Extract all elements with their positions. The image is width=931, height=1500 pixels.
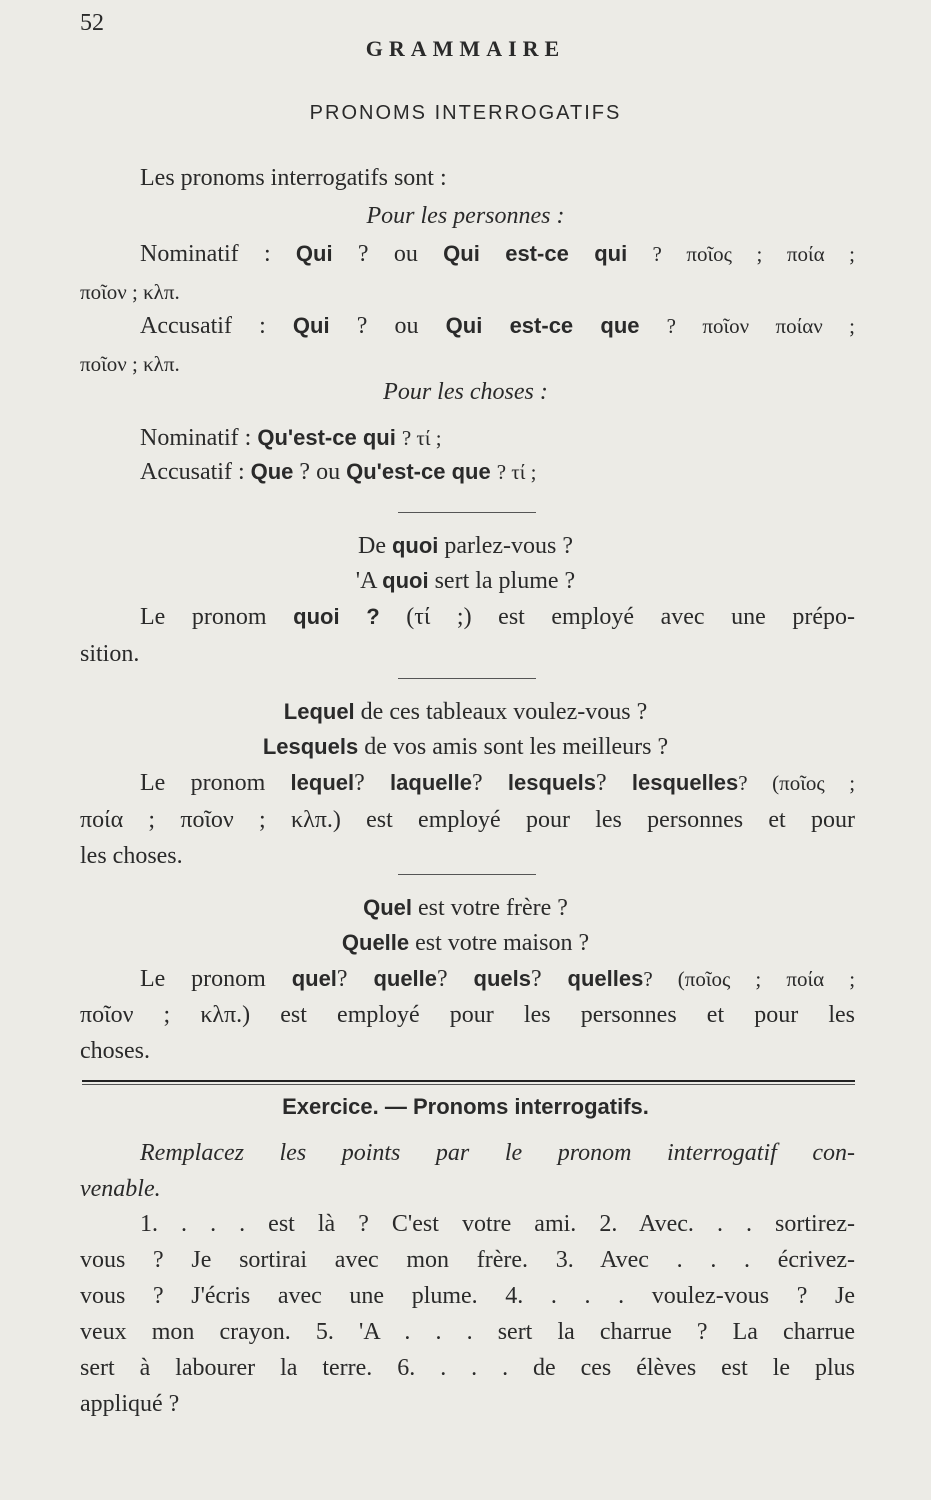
text: (τί ;) est employé avec une prépo- — [406, 604, 855, 630]
form: laquelle — [390, 770, 472, 795]
case-label: Nominatif : — [140, 425, 252, 451]
text: ? — [471, 770, 483, 796]
connector: ? ou — [299, 459, 341, 485]
form: lesquels — [507, 770, 596, 795]
text: ? — [354, 770, 365, 796]
text: parlez-vous ? — [444, 533, 574, 559]
text: de ces tableaux voulez-vous ? — [360, 699, 648, 725]
page-number: 52 — [80, 10, 104, 36]
quel-example-2 — [0, 927, 931, 959]
text: de vos amis sont les meilleurs ? — [364, 734, 669, 760]
personnes-accusatif-line — [140, 310, 855, 342]
quoi-rule-line-2: sition. — [80, 641, 140, 667]
case-label: Accusatif : — [140, 313, 266, 339]
form: lequel — [290, 770, 355, 795]
form: Que — [250, 459, 294, 484]
text: est votre maison ? — [415, 930, 590, 956]
form: quoi — [382, 568, 429, 593]
text: est votre frère ? — [418, 895, 568, 921]
greek-equivalent: ? ποῖος ; ποία ; — [652, 242, 855, 266]
text: Le pronom — [140, 604, 267, 630]
form: quelle — [373, 966, 438, 991]
form: quoi — [391, 533, 439, 558]
lequel-example-1 — [0, 696, 931, 728]
text: ? — [531, 966, 542, 992]
personnes-nominatif-greek-cont: ποῖον ; κλπ. — [80, 280, 180, 304]
exercise-top-rule — [82, 1080, 855, 1082]
choses-heading: Pour les choses : — [383, 379, 548, 405]
personnes-heading: Pour les personnes : — [366, 203, 565, 229]
exercise-line-1: 1. . . . est là ? C'est votre ami. 2. Avec. . . sortirez- — [140, 1211, 855, 1237]
personnes-accusatif-greek-cont: ποῖον ; κλπ. — [80, 352, 180, 376]
connector: ? ou — [357, 241, 418, 267]
greek-equivalent: ? τί ; — [401, 426, 442, 450]
form: Qui — [295, 241, 333, 266]
exercise-line-3: vous ? J'écris avec une plume. 4. . . . voulez-vous ? Je — [80, 1283, 855, 1309]
text: ? — [437, 966, 448, 992]
form: Lesquels — [262, 734, 359, 759]
personnes-nominatif-line — [140, 238, 855, 270]
greek-equivalent: ? τί ; — [496, 460, 537, 484]
choses-nominatif-line — [140, 422, 855, 454]
intro-line: Les pronoms interrogatifs sont : — [140, 165, 447, 191]
lequel-rule-line-1 — [140, 767, 855, 799]
text: ? — [336, 966, 348, 992]
exercise-title: Exercice. — Pronoms interrogatifs. — [282, 1094, 649, 1119]
text: Le pronom — [140, 966, 266, 992]
form: Qui est-ce que — [445, 313, 640, 338]
form: Quelle — [341, 930, 410, 955]
quoi-rule-line-1 — [140, 601, 855, 633]
text: sert la plume ? — [434, 568, 576, 594]
section-title: PRONOMS INTERROGATIFS — [309, 102, 622, 124]
exercise-instruction-line-2: venable. — [80, 1176, 161, 1202]
text: Le pronom — [140, 770, 266, 796]
quel-rule-line-1 — [140, 963, 855, 995]
text: ? — [595, 770, 607, 796]
exercise-line-5: sert à labourer la terre. 6. . . . de ces élèves est le plus — [80, 1355, 855, 1381]
form: lesquelles — [631, 770, 739, 795]
running-head: GRAMMAIRE — [365, 36, 566, 61]
quoi-example-1 — [0, 530, 931, 562]
form: Qu'est-ce qui — [257, 425, 396, 450]
separator-rule — [398, 512, 536, 513]
quel-rule-line-2: ποῖον ; κλπ.) est employé pour les personnes et pour les — [80, 1002, 855, 1028]
form: Quel — [363, 895, 412, 920]
form: Lequel — [283, 699, 355, 724]
greek-equivalent: ? ποῖον ποίαν ; — [666, 314, 855, 338]
form: Qu'est-ce que — [346, 459, 491, 484]
exercise-instruction-line-1: Remplacez les points par le pronom interrogatif con- — [140, 1140, 855, 1166]
form: Qui est-ce qui — [443, 241, 628, 266]
lequel-rule-line-3: les choses. — [80, 843, 183, 869]
greek-equivalent: ? (ποῖος ; — [738, 771, 856, 795]
case-label: Accusatif : — [140, 459, 245, 485]
form: quels — [473, 966, 531, 991]
greek-equivalent: ? (ποῖος ; ποία ; — [643, 967, 856, 991]
exercise-line-2: vous ? Je sortirai avec mon frère. 3. Avec . . . écrivez- — [80, 1247, 855, 1273]
quel-rule-line-3: choses. — [80, 1038, 150, 1064]
form: Qui — [292, 313, 330, 338]
text: De — [357, 533, 386, 559]
exercise-line-6: appliqué ? — [80, 1391, 180, 1417]
separator-rule — [398, 874, 536, 875]
form: quelles — [567, 966, 644, 991]
connector: ? ou — [356, 313, 419, 339]
case-label: Nominatif : — [140, 241, 271, 267]
separator-rule — [398, 678, 536, 679]
form: quoi ? — [293, 604, 380, 629]
exercise-line-4: veux mon crayon. 5. 'A . . . sert la charrue ? La charrue — [80, 1319, 855, 1345]
form: quel — [291, 966, 337, 991]
quoi-example-2 — [0, 565, 931, 597]
exercise-top-rule-thin — [82, 1084, 855, 1085]
text: 'A — [355, 568, 377, 594]
lequel-example-2 — [0, 731, 931, 763]
quel-example-1 — [0, 892, 931, 924]
choses-accusatif-line — [140, 456, 855, 488]
lequel-rule-line-2: ποία ; ποῖον ; κλπ.) est employé pour les personnes et pour — [80, 807, 855, 833]
